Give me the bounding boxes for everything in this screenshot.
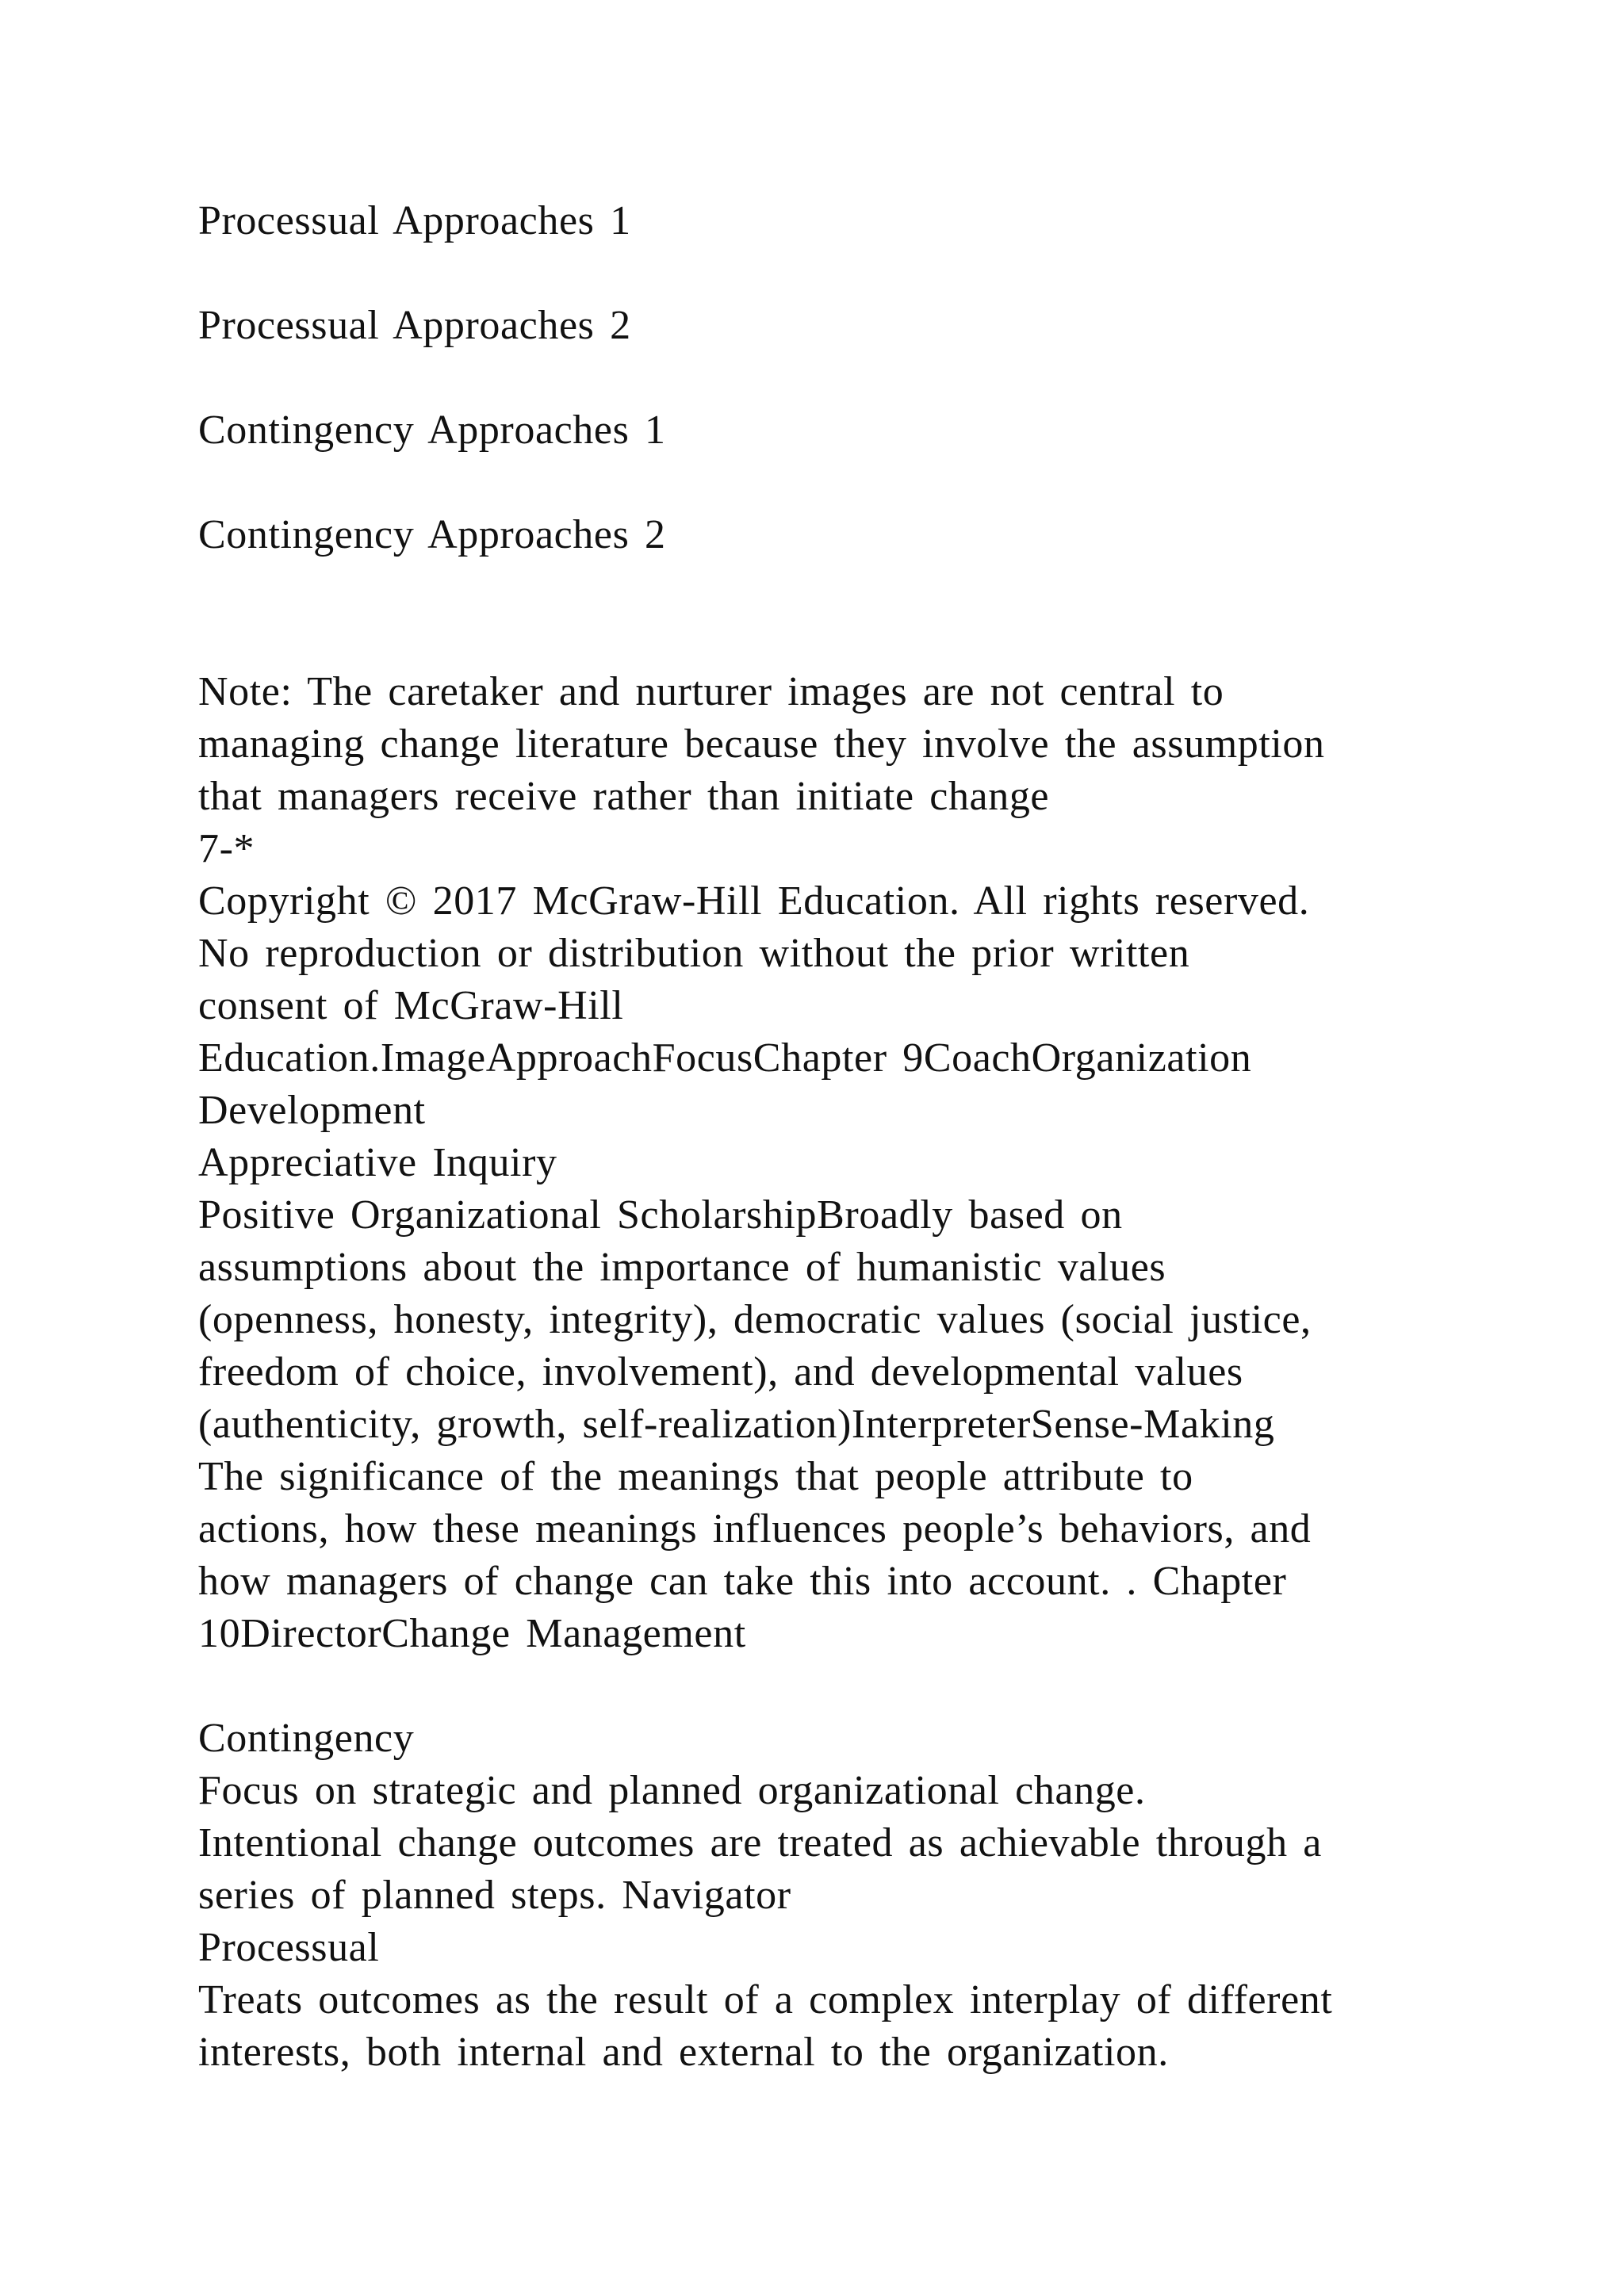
heading-contingency-approaches-2: Contingency Approaches 2 xyxy=(198,512,666,557)
body-line: series of planned steps. Navigator xyxy=(198,1873,791,1918)
body-line: freedom of choice, involvement), and developmental values xyxy=(198,1349,1243,1395)
body-line: Education.ImageApproachFocusChapter 9CoachOrganization xyxy=(198,1035,1252,1081)
body-line: Contingency xyxy=(198,1716,415,1761)
body-line: Appreciative Inquiry xyxy=(198,1140,557,1185)
body-line: actions, how these meanings influences people’s behaviors, and xyxy=(198,1506,1312,1552)
body-line: Development xyxy=(198,1088,426,1133)
body-line: (authenticity, growth, self-realization)InterpreterSense-Making xyxy=(198,1402,1275,1447)
body-line: that managers receive rather than initiate change xyxy=(198,774,1050,819)
heading-contingency-approaches-1: Contingency Approaches 1 xyxy=(198,408,666,453)
body-line: how managers of change can take this into account. . Chapter xyxy=(198,1559,1287,1604)
body-line: (openness, honesty, integrity), democratic values (social justice, xyxy=(198,1297,1312,1342)
body-line: Positive Organizational ScholarshipBroadly based on xyxy=(198,1192,1123,1238)
body-line: managing change literature because they involve the assumption xyxy=(198,721,1325,767)
body-line: assumptions about the importance of humanistic values xyxy=(198,1245,1166,1290)
heading-processual-approaches-2: Processual Approaches 2 xyxy=(198,303,631,348)
body-line: Intentional change outcomes are treated as achievable through a xyxy=(198,1820,1322,1866)
body-line: Note: The caretaker and nurturer images are not central to xyxy=(198,669,1224,714)
body-line: Focus on strategic and planned organizational change. xyxy=(198,1768,1146,1813)
body-line: 10DirectorChange Management xyxy=(198,1611,746,1656)
body-line: The significance of the meanings that people attribute to xyxy=(198,1454,1193,1499)
body-line: interests, both internal and external to the organization. xyxy=(198,2030,1169,2075)
body-line: consent of McGraw-Hill xyxy=(198,983,624,1028)
body-line: No reproduction or distribution without the prior written xyxy=(198,931,1190,976)
body-line: Processual xyxy=(198,1925,380,1970)
body-line: Treats outcomes as the result of a complex interplay of different xyxy=(198,1977,1333,2022)
heading-processual-approaches-1: Processual Approaches 1 xyxy=(198,198,631,243)
body-line: 7-* xyxy=(198,826,255,871)
copyright-line: Copyright © 2017 McGraw-Hill Education. All rights reserved. xyxy=(198,878,1310,924)
